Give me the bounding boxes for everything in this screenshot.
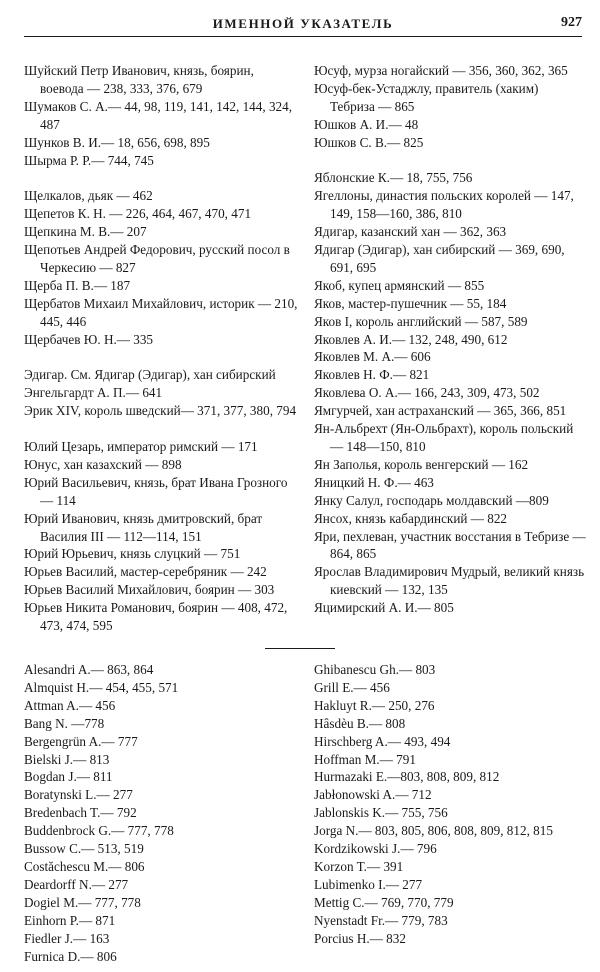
index-entry: Bogdan J.— 811: [24, 769, 113, 785]
index-entry: Costăchescu M.— 806: [24, 858, 145, 874]
index-column-latin-right: [314, 661, 586, 948]
index-entry: Эрик XIV, король шведский— 371, 377, 380, 794: [24, 403, 297, 419]
index-entry: Яблонские К.— 18, 755, 756: [314, 170, 473, 186]
section-divider: [265, 648, 335, 649]
index-entry: Юрий Иванович, князь дмитровский, брат Василия III — 112—114, 151: [24, 510, 263, 544]
index-entry: Hoffman M.— 791: [314, 751, 416, 767]
index-entry: Hâsdèu B.— 808: [314, 715, 406, 731]
index-entry: Jablonskis K.— 755, 756: [314, 805, 448, 821]
index-entry: Яковлев Н. Ф.— 821: [314, 367, 430, 383]
index-entry: Alesandri A.— 863, 864: [24, 662, 154, 677]
index-entry: Яковлев А. И.— 132, 248, 490, 612: [314, 331, 508, 347]
index-entry: Ягеллоны, династия польских королей — 147, 149, 158—160, 386, 810: [314, 188, 574, 222]
index-entry: Энгельгардт А. П.— 641: [24, 385, 163, 401]
index-entry: Яцимирский А. И.— 805: [314, 600, 454, 616]
index-entry: Mettig C.— 769, 770, 779: [314, 894, 454, 910]
index-entry: Юсуф-бек-Устаджлу, правитель (хаким) Тебриза — 865: [314, 80, 539, 114]
index-entry: Шумаков С. А.— 44, 98, 119, 141, 142, 144, 324, 487: [24, 98, 293, 132]
index-entry: Юрьев Василий, мастер-серебряник — 242: [24, 564, 267, 580]
index-entry: Dogiel M.— 777, 778: [24, 894, 141, 910]
index-entry: Almquist H.— 454, 455, 571: [24, 679, 179, 695]
index-entry: Юрьев Василий Михайлович, боярин — 303: [24, 582, 275, 598]
index-entry: Bergengrün A.— 777: [24, 733, 138, 749]
index-entry: Юнус, хан казахский — 898: [24, 456, 182, 472]
index-entry: Ян Заполья, король венгерский — 162: [314, 456, 529, 472]
index-entry: Щербачев Ю. Н.— 335: [24, 331, 154, 347]
index-entry: Юрий Васильевич, князь, брат Ивана Грозного — 114: [24, 474, 288, 508]
index-entry: Юлий Цезарь, император римский — 171: [24, 438, 258, 454]
index-entry: Яковлев М. А.— 606: [314, 349, 431, 365]
index-entry: Attman A.— 456: [24, 697, 116, 713]
index-entry: Bang N. —778: [24, 715, 105, 731]
index-entry: Щербатов Михаил Михайлович, историк — 210, 445, 446: [24, 295, 298, 329]
index-entry: Einhorn P.— 871: [24, 912, 116, 928]
index-entry: Ядигар, казанский хан — 362, 363: [314, 224, 507, 240]
index-entry: Buddenbrock G.— 777, 778: [24, 823, 174, 839]
index-entry: Янку Салул, господарь молдавский —809: [314, 492, 549, 508]
index-entry: Юшков А. И.— 48: [314, 116, 419, 132]
index-entry: Яков I, король английский — 587, 589: [314, 313, 528, 329]
index-entry: Щепотьев Андрей Федорович, русский посол в Черкесию — 827: [24, 242, 290, 275]
index-entry: Lubimenko I.— 277: [314, 876, 423, 892]
index-entry: Эдигар. См. Ядигар (Эдигар), хан сибирский: [24, 367, 276, 383]
index-entry: Юрьев Никита Романович, боярин — 408, 472, 473, 474, 595: [24, 600, 288, 634]
index-entry: Bredenbach T.— 792: [24, 805, 137, 821]
index-entry: Bielski J.— 813: [24, 751, 110, 767]
index-entry: Яков, мастер-пушечник — 55, 184: [314, 295, 507, 311]
index-entry: Яницкий Н. Ф.— 463: [314, 474, 434, 490]
index-entry: Шуйский Петр Иванович, князь, боярин, воевода — 238, 333, 376, 679: [24, 63, 254, 96]
index-entry: Ямгурчей, хан астраханский — 365, 366, 851: [314, 403, 567, 419]
page-number: 927: [561, 15, 582, 30]
entry-gap: [24, 348, 300, 366]
entry-gap: [314, 152, 586, 170]
index-entry: Korzon T.— 391: [314, 858, 404, 874]
index-entry: Ядигар (Эдигар), хан сибирский — 369, 690, 691, 695: [314, 242, 565, 275]
index-entry: Шырма Р. Р.— 744, 745: [24, 152, 154, 168]
index-entry: Fiedler J.— 163: [24, 930, 110, 946]
index-entry: Юрий Юрьевич, князь слуцкий — 751: [24, 546, 241, 562]
index-entry: Ян-Альбрехт (Ян-Ольбрахт), король польский — 148—150, 810: [314, 421, 574, 455]
index-entry: Nyenstadt Fr.— 779, 783: [314, 912, 448, 928]
index-entry: Hurmazaki E.—803, 808, 809, 812: [314, 769, 500, 785]
index-entry: Яри, пехлеван, участник восстания в Тебризе — 864, 865: [314, 528, 586, 562]
index-column-latin-left: [24, 661, 294, 965]
index-entry: Hakluyt R.— 250, 276: [314, 697, 435, 713]
index-entry: Юсуф, мурза ногайский — 356, 360, 362, 365: [314, 63, 568, 78]
index-entry: Grill E.— 456: [314, 679, 390, 695]
index-entry: Шунков В. И.— 18, 656, 698, 895: [24, 134, 210, 150]
index-entry: Boratynski L.— 277: [24, 787, 133, 803]
index-entry: Furnica D.— 806: [24, 948, 117, 964]
entry-gap: [24, 420, 300, 438]
index-entry: Щепкина М. В.— 207: [24, 224, 147, 240]
index-entry: Jabłonowski A.— 712: [314, 787, 432, 803]
running-title: ИМЕННОЙ УКАЗАТЕЛЬ: [212, 16, 394, 31]
index-entry: Янсох, князь кабардинский — 822: [314, 510, 508, 526]
index-entry: Яковлева О. А.— 166, 243, 309, 473, 502: [314, 385, 540, 401]
page-header: [24, 14, 582, 37]
index-entry: Юшков С. В.— 825: [314, 134, 424, 150]
index-entry: Jorga N.— 803, 805, 806, 808, 809, 812, 815: [314, 823, 553, 839]
index-entry: Bussow C.— 513, 519: [24, 841, 144, 857]
index-column-cyrillic-left: [24, 62, 300, 635]
index-entry: Kordzikowski J.— 796: [314, 841, 437, 857]
index-column-cyrillic-right: [314, 62, 586, 617]
index-entry: Якоб, купец армянский — 855: [314, 277, 485, 293]
index-entry: Щерба П. В.— 187: [24, 277, 131, 293]
index-entry: Щепетов К. Н. — 226, 464, 467, 470, 471: [24, 206, 252, 222]
index-entry: Щелкалов, дьяк — 462: [24, 188, 153, 204]
index-entry: Hirschberg A.— 493, 494: [314, 733, 451, 749]
index-entry: Ghibanescu Gh.— 803: [314, 662, 436, 677]
index-entry: Porcius H.— 832: [314, 930, 406, 946]
index-entry: Deardorff N.— 277: [24, 876, 129, 892]
entry-gap: [24, 169, 300, 187]
index-entry: Ярослав Владимирович Мудрый, великий князь киевский — 132, 135: [314, 564, 585, 598]
